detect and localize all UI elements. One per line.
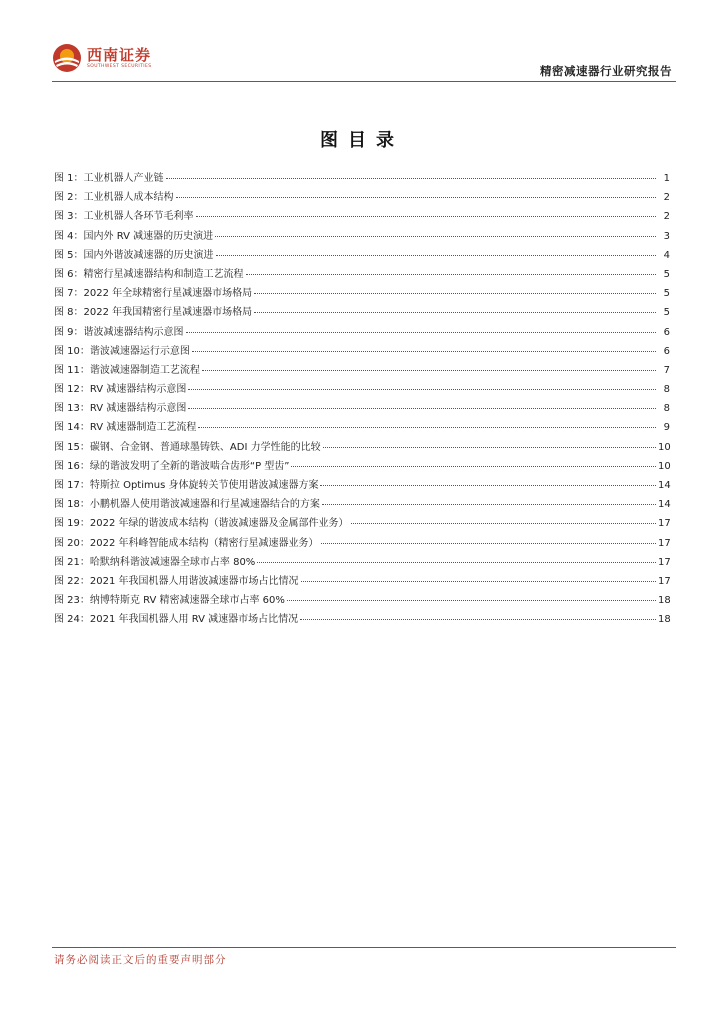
toc-entry[interactable] bbox=[54, 534, 670, 553]
toc-entry-page[interactable]: 8 bbox=[663, 384, 670, 396]
toc-entry-page[interactable]: 5 bbox=[663, 268, 670, 280]
toc-entry[interactable] bbox=[54, 553, 670, 572]
toc-entry-label[interactable]: 图 10：谐波减速器运行示意图 bbox=[54, 345, 190, 357]
toc-entry[interactable] bbox=[54, 342, 670, 361]
toc-entry[interactable] bbox=[54, 207, 670, 226]
toc-entry[interactable] bbox=[54, 438, 670, 457]
toc-entry[interactable] bbox=[54, 591, 670, 610]
toc-entry-label[interactable]: 图 5：国内外谐波减速器的历史演进 bbox=[54, 249, 214, 261]
toc-entry[interactable] bbox=[54, 227, 670, 246]
toc-entry-label[interactable]: 图 19：2022 年绿的谐波成本结构（谐波减速器及金属部件业务） bbox=[54, 518, 349, 530]
toc-entry[interactable] bbox=[54, 303, 670, 322]
logo-english-name: SOUTHWEST SECURITIES bbox=[87, 63, 152, 69]
toc-leader-dots bbox=[322, 504, 656, 505]
toc-entry-page[interactable]: 6 bbox=[663, 326, 670, 338]
toc-entry-label[interactable]: 图 2：工业机器人成本结构 bbox=[54, 192, 174, 204]
footer-divider bbox=[52, 947, 676, 948]
toc-entry-label[interactable]: 图 16：绿的谐波发明了全新的谐波啮合齿形“P 型齿” bbox=[54, 460, 290, 472]
toc-leader-dots bbox=[196, 216, 656, 217]
header-divider bbox=[52, 81, 676, 82]
toc-entry-page[interactable]: 2 bbox=[663, 192, 670, 204]
toc-leader-dots bbox=[301, 581, 656, 582]
toc-entry-page[interactable]: 10 bbox=[658, 441, 671, 453]
toc-leader-dots bbox=[166, 178, 656, 179]
toc-entry-page[interactable]: 17 bbox=[658, 518, 671, 530]
toc-entry[interactable] bbox=[54, 457, 670, 476]
toc-entry-page[interactable]: 17 bbox=[658, 556, 671, 568]
page-header bbox=[52, 38, 676, 82]
toc-entry-label[interactable]: 图 22：2021 年我国机器人用谐波减速器市场占比情况 bbox=[54, 575, 299, 587]
toc-leader-dots bbox=[321, 543, 656, 544]
toc-entry[interactable] bbox=[54, 610, 670, 629]
company-logo bbox=[52, 42, 152, 74]
figure-list bbox=[54, 169, 670, 630]
toc-entry[interactable] bbox=[54, 265, 670, 284]
toc-entry[interactable] bbox=[54, 572, 670, 591]
toc-entry-label[interactable]: 图 23：纳博特斯克 RV 精密减速器全球市占率 60% bbox=[54, 595, 285, 607]
toc-entry-label[interactable]: 图 11：谐波减速器制造工艺流程 bbox=[54, 364, 200, 376]
toc-entry-page[interactable]: 10 bbox=[658, 460, 671, 472]
toc-entry-page[interactable]: 18 bbox=[658, 614, 671, 626]
toc-entry-label[interactable]: 图 15：碳钢、合金钢、普通球墨铸铁、ADI 力学性能的比较 bbox=[54, 441, 321, 453]
toc-leader-dots bbox=[323, 447, 656, 448]
toc-leader-dots bbox=[254, 293, 656, 294]
toc-entry[interactable] bbox=[54, 399, 670, 418]
toc-entry-label[interactable]: 图 4：国内外 RV 减速器的历史演进 bbox=[54, 230, 214, 242]
toc-entry-label[interactable]: 图 3：工业机器人各环节毛利率 bbox=[54, 211, 194, 223]
toc-entry[interactable] bbox=[54, 284, 670, 303]
toc-entry-label[interactable]: 图 6：精密行星减速器结构和制造工艺流程 bbox=[54, 268, 244, 280]
toc-entry-label[interactable]: 图 1：工业机器人产业链 bbox=[54, 173, 164, 184]
toc-leader-dots bbox=[192, 351, 656, 352]
toc-entry-page[interactable]: 2 bbox=[663, 211, 670, 223]
toc-leader-dots bbox=[176, 197, 656, 198]
toc-leader-dots bbox=[246, 274, 656, 275]
footer-disclaimer: 请务必阅读正文后的重要声明部分 bbox=[54, 954, 227, 966]
logo-chinese-name: 西南证券 bbox=[87, 45, 152, 64]
toc-entry-page[interactable]: 17 bbox=[658, 537, 671, 549]
toc-leader-dots bbox=[351, 523, 656, 524]
toc-entry-page[interactable]: 1 bbox=[663, 173, 670, 184]
toc-entry-page[interactable]: 6 bbox=[663, 345, 670, 357]
toc-entry-page[interactable]: 8 bbox=[663, 403, 670, 415]
toc-leader-dots bbox=[188, 389, 656, 390]
toc-entry-label[interactable]: 图 7：2022 年全球精密行星减速器市场格局 bbox=[54, 288, 253, 300]
toc-entry-label[interactable]: 图 20：2022 年科峰智能成本结构（精密行星减速器业务） bbox=[54, 537, 319, 549]
toc-entry-label[interactable]: 图 17：特斯拉 Optimus 身体旋转关节使用谐波减速器方案 bbox=[54, 480, 319, 491]
toc-entry[interactable] bbox=[54, 361, 670, 380]
toc-leader-dots bbox=[186, 332, 656, 333]
toc-entry-page[interactable]: 17 bbox=[658, 575, 671, 587]
toc-entry-label[interactable]: 图 8：2022 年我国精密行星减速器市场格局 bbox=[54, 307, 253, 319]
toc-leader-dots bbox=[300, 619, 656, 620]
toc-entry-page[interactable]: 4 bbox=[663, 249, 670, 261]
toc-entry-page[interactable]: 3 bbox=[663, 230, 670, 242]
toc-entry-page[interactable]: 5 bbox=[663, 307, 670, 319]
toc-leader-dots bbox=[320, 485, 656, 486]
report-title: 精密减速器行业研究报告 bbox=[540, 64, 672, 78]
toc-entry-label[interactable]: 图 9：谐波减速器结构示意图 bbox=[54, 326, 184, 338]
toc-entry[interactable] bbox=[54, 380, 670, 399]
toc-leader-dots bbox=[188, 408, 656, 409]
toc-entry[interactable] bbox=[54, 514, 670, 533]
toc-entry-page[interactable]: 14 bbox=[658, 499, 671, 511]
toc-leader-dots bbox=[215, 236, 656, 237]
toc-entry-page[interactable]: 5 bbox=[663, 288, 670, 300]
toc-leader-dots bbox=[254, 312, 656, 313]
page-heading: 图目录 bbox=[320, 130, 404, 151]
toc-entry-label[interactable]: 图 24：2021 年我国机器人用 RV 减速器市场占比情况 bbox=[54, 614, 299, 626]
toc-entry[interactable] bbox=[54, 495, 670, 514]
logo-icon bbox=[52, 43, 82, 73]
toc-leader-dots bbox=[202, 370, 656, 371]
toc-leader-dots bbox=[216, 255, 656, 256]
toc-entry[interactable] bbox=[54, 323, 670, 342]
toc-entry-label[interactable]: 图 12：RV 减速器结构示意图 bbox=[54, 384, 187, 396]
toc-entry-page[interactable]: 9 bbox=[663, 422, 670, 434]
toc-entry-label[interactable]: 图 13：RV 减速器结构示意图 bbox=[54, 403, 187, 415]
toc-leader-dots bbox=[291, 466, 656, 467]
toc-leader-dots bbox=[257, 562, 656, 563]
toc-entry-label[interactable]: 图 18：小鹏机器人使用谐波减速器和行星减速器结合的方案 bbox=[54, 499, 320, 511]
toc-entry-label[interactable]: 图 21：哈默纳科谐波减速器全球市占率 80% bbox=[54, 556, 256, 568]
toc-entry-page[interactable]: 7 bbox=[663, 364, 670, 376]
toc-entry[interactable] bbox=[54, 169, 670, 188]
toc-entry[interactable] bbox=[54, 418, 670, 437]
toc-leader-dots bbox=[198, 427, 656, 428]
toc-entry-label[interactable]: 图 14：RV 减速器制造工艺流程 bbox=[54, 422, 197, 434]
toc-leader-dots bbox=[287, 600, 656, 601]
toc-entry-page[interactable]: 18 bbox=[658, 595, 671, 607]
toc-entry-page[interactable]: 14 bbox=[658, 480, 671, 491]
toc-entry[interactable] bbox=[54, 476, 670, 495]
toc-entry[interactable] bbox=[54, 188, 670, 207]
toc-entry[interactable] bbox=[54, 246, 670, 265]
